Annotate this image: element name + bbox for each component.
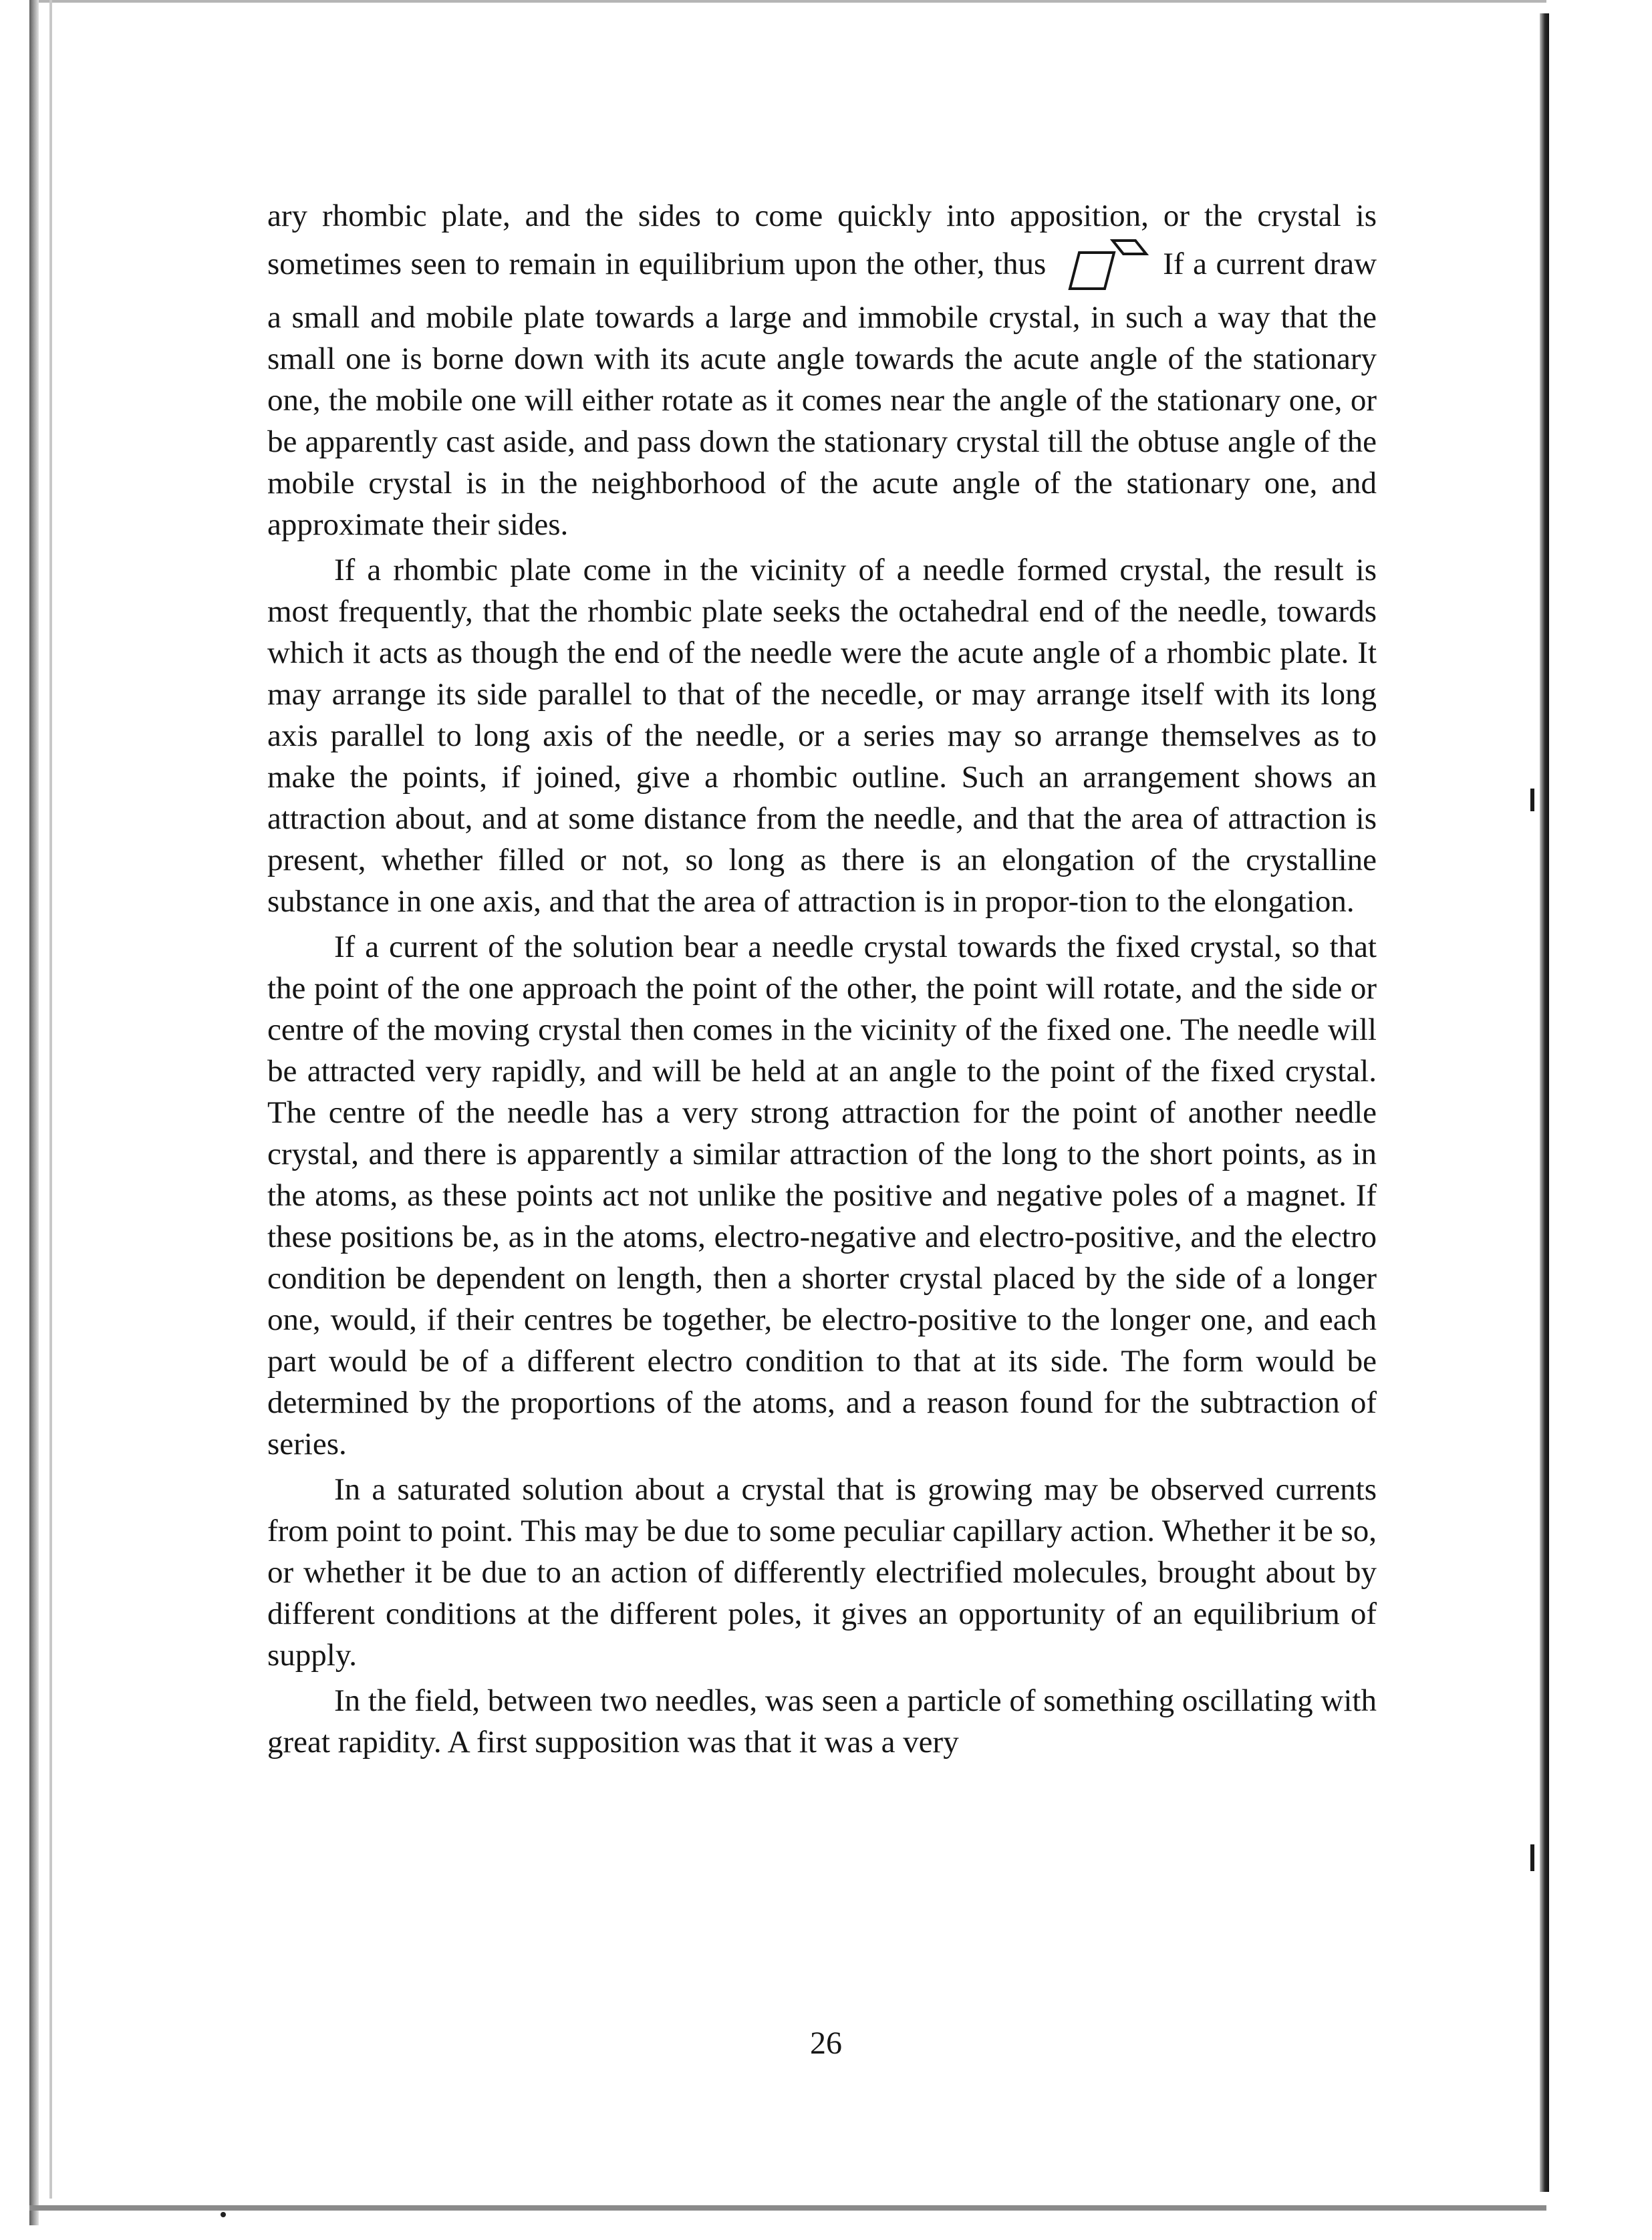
large-rhombic-plate-shape xyxy=(1070,253,1114,289)
body-text xyxy=(267,195,1377,1767)
paragraph-text: ary rhombic plate, and the sides to come quickly into apposition, or the crystal is sometimes seen to remain in equilibrium upon the other, thus xyxy=(267,198,1377,281)
paragraph-text: If a current draw a small and mobile plate towards a large and immobile crystal, in such a way that the small one is borne down with its acute angle towards the acute angle of the stationary one, the mobile one will either rotate as it comes near the angle of the stationary one, or be apparently cast aside, and pass down the stationary crystal till the obtuse angle of the mobile crystal is in the neighborhood of the acute angle of the stationary one, and approximate their sides. xyxy=(267,246,1377,542)
small-rhombic-plate-shape xyxy=(1113,241,1146,254)
page-left-binding-edge xyxy=(29,0,39,2225)
paragraph: In the field, between two needles, was seen a particle of something oscillating with great rapidity. A first supposition was that it was a very xyxy=(267,1683,1377,1760)
page-number: 26 xyxy=(810,2025,842,2061)
margin-mark xyxy=(1530,1844,1534,1871)
paragraph: If a current of the solution bear a needle crystal towards the fixed crystal, so that the point of the one approach the point of the other, the point will rotate, and the side or centre of the moving crystal then comes in the vicinity of the fixed one. The needle will be attracted very rapidly, and will be held at an angle to the point of the fixed crystal. The centre of the needle has a very strong attraction for the point of another needle crystal, and there is apparently a similar attraction of the long to the short points, as in the atoms, as these points act not unlike the positive and negative poles of a magnet. If these positions be, as in the atoms, electro-negative and electro-positive, and the electro condition be dependent on length, then a shorter crystal placed by the side of a longer one, would, if their centres be together, be electro-positive to the longer one, and each part would be of a different electro condition to that at its side. The form would be determined by the proportions of the atoms, and a reason found for the subtraction of series. xyxy=(267,930,1377,1461)
paragraph: If a rhombic plate come in the vicinity of a needle formed crystal, the result is most frequently, that the rhombic plate seeks the octahedral end of the needle, towards which it acts as though the end of the needle were the acute angle of a rhombic plate. It may arrange its side parallel to that of the necedle, or may arrange itself with its long axis parallel to long axis of the needle, or a series may so arrange themselves as to make the points, if joined, give a rhombic outline. Such an arrangement shows an attraction about, and at some distance from the needle, and that the area of attraction is present, whether filled or not, so long as there is an elongation of the crystalline substance in one axis, and that the area of attraction is in propor-tion to the elongation. xyxy=(267,553,1377,919)
margin-mark xyxy=(1530,789,1534,811)
page-top-border xyxy=(29,0,1546,3)
scan-speck xyxy=(221,2212,226,2217)
paragraph xyxy=(267,195,1377,545)
page-left-shadow-line xyxy=(49,0,52,2199)
rhombic-crystals-figure xyxy=(1061,237,1154,297)
page-right-edge xyxy=(1540,13,1549,2192)
page-bottom-border xyxy=(29,2205,1546,2211)
paragraph: In a saturated solution about a crystal that is growing may be observed currents from point to point. This may be due to some peculiar capillary action. Whether it be so, or whether it be due to an action of differently electrified molecules, brought about by different conditions at the different poles, it gives an opportunity of an equilibrium of supply. xyxy=(267,1472,1377,1673)
